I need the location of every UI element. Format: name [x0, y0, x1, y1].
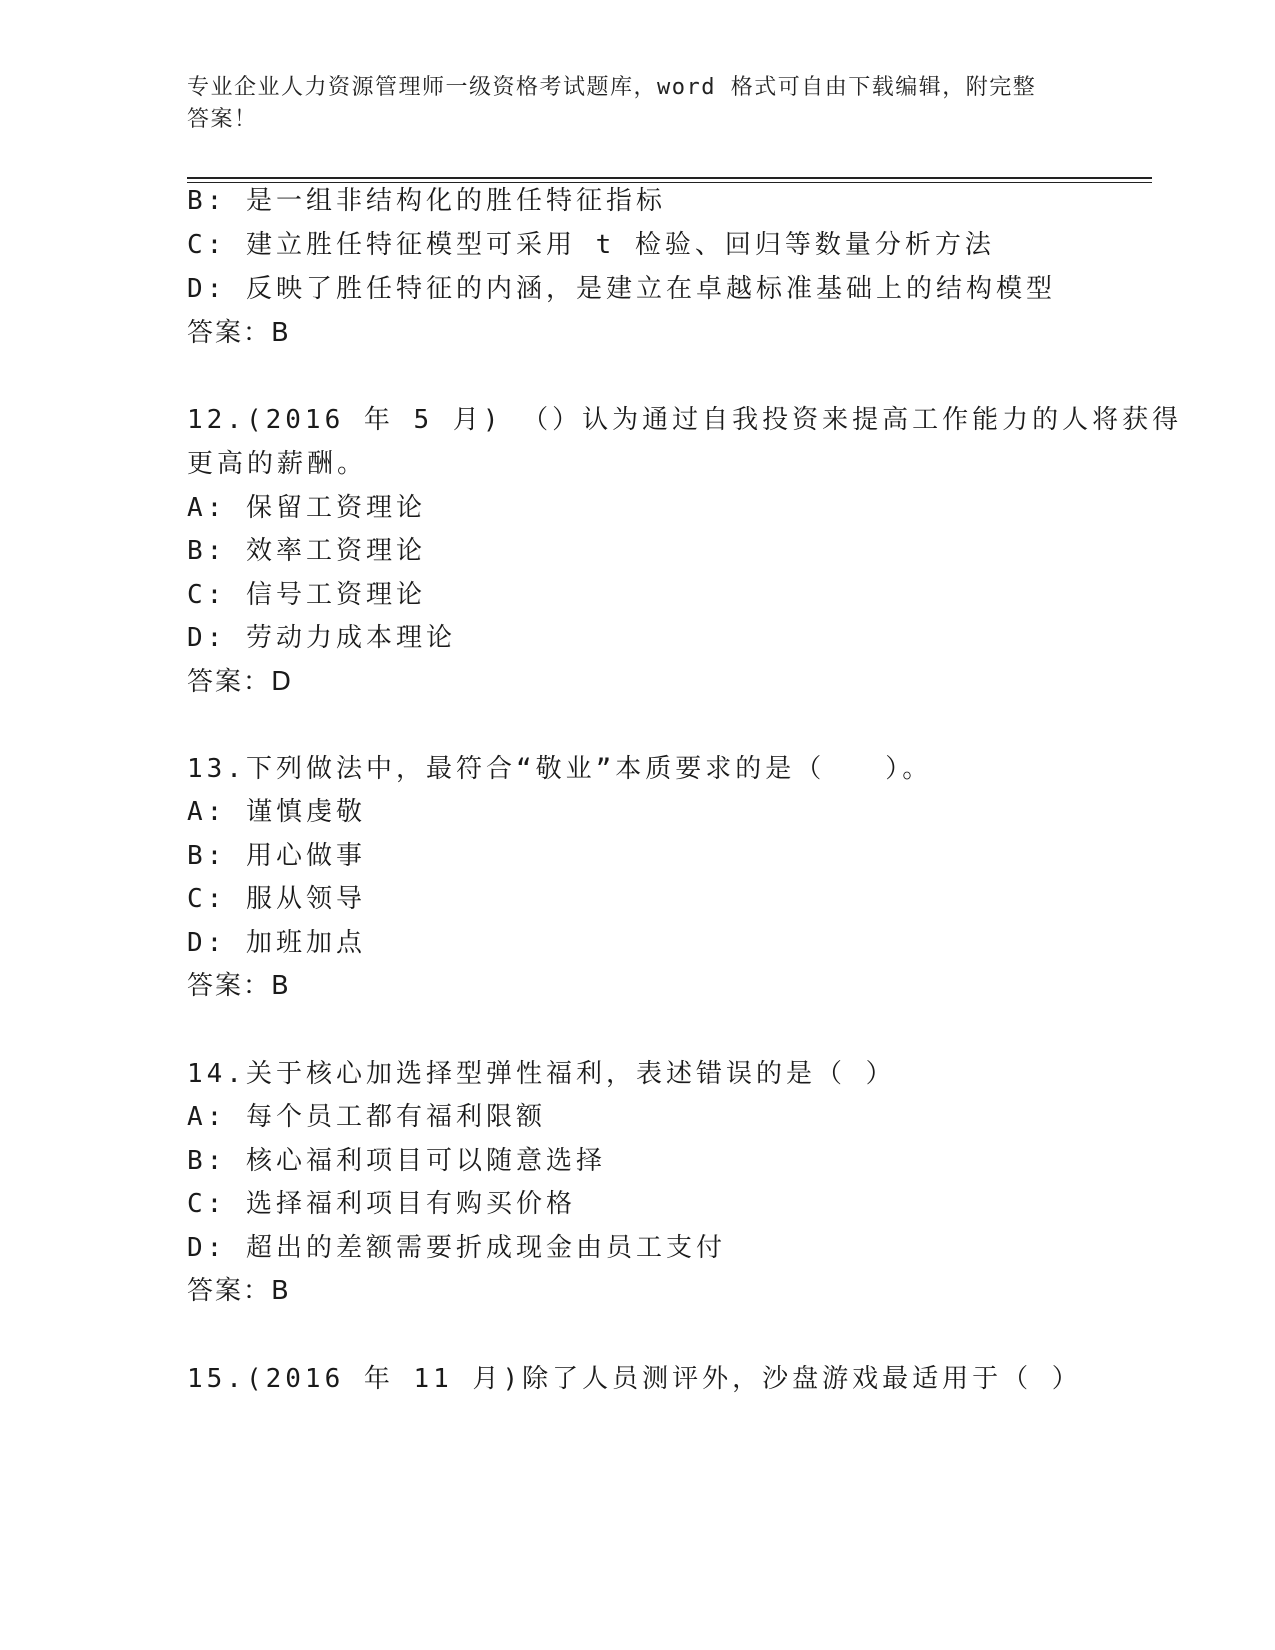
q12-answer: 答案：D — [187, 667, 294, 697]
q11-option-c: C: 建立胜任特征模型可采用 t 检验、回归等数量分析方法 — [187, 230, 995, 260]
q13-option-a: A: 谨慎虔敬 — [187, 797, 366, 827]
q13-answer: 答案：B — [187, 971, 291, 1001]
q11-answer: 答案：B — [187, 318, 291, 348]
q14-stem: 14.关于核心加选择型弹性福利，表述错误的是（ ） — [187, 1059, 896, 1089]
q14-option-d: D: 超出的差额需要折成现金由员工支付 — [187, 1233, 726, 1263]
q13-option-d: D: 加班加点 — [187, 928, 366, 958]
header-line-2: 答案！ — [187, 107, 258, 132]
q11-option-b: B: 是一组非结构化的胜任特征指标 — [187, 186, 666, 216]
q12-option-a: A: 保留工资理论 — [187, 493, 426, 523]
q12-option-c: C: 信号工资理论 — [187, 580, 426, 610]
q13-option-c: C: 服从领导 — [187, 884, 366, 914]
q14-answer: 答案：B — [187, 1276, 291, 1306]
q11-option-d: D: 反映了胜任特征的内涵，是建立在卓越标准基础上的结构模型 — [187, 274, 1056, 304]
page-header — [187, 72, 1067, 136]
q12-stem-line-2: 更高的薪酬。 — [187, 449, 368, 479]
q12-option-b: B: 效率工资理论 — [187, 536, 426, 566]
header-line-1: 专业企业人力资源管理师一级资格考试题库，word 格式可自由下载编辑，附完整 — [187, 75, 1037, 100]
q15-stem: 15.(2016 年 11 月)除了人员测评外，沙盘游戏最适用于（ ） — [187, 1364, 1082, 1394]
q14-option-a: A: 每个员工都有福利限额 — [187, 1102, 546, 1132]
q14-option-c: C: 选择福利项目有购买价格 — [187, 1189, 576, 1219]
header-divider-thin — [187, 182, 1152, 183]
q13-stem: 13.下列做法中，最符合“敬业”本质要求的是（ ）。 — [187, 754, 933, 784]
q13-option-b: B: 用心做事 — [187, 841, 366, 871]
q12-stem-line-1: 12.(2016 年 5 月) （）认为通过自我投资来提高工作能力的人将获得 — [187, 405, 1183, 435]
q14-option-b: B: 核心福利项目可以随意选择 — [187, 1146, 606, 1176]
q12-option-d: D: 劳动力成本理论 — [187, 623, 456, 653]
header-divider-thick — [187, 177, 1152, 179]
